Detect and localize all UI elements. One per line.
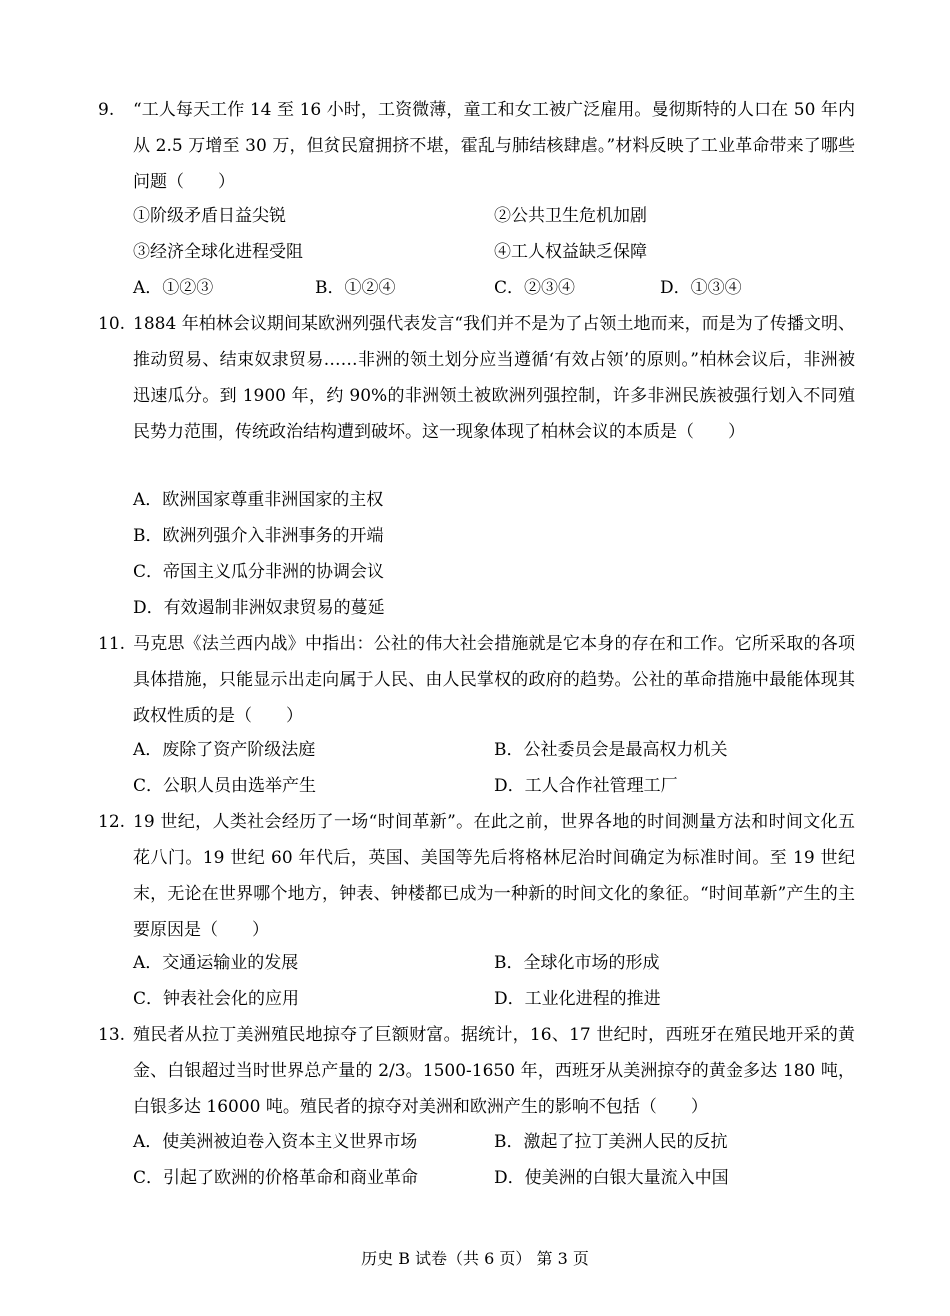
option-a: A．①②③ bbox=[133, 278, 214, 298]
statement-2: ②公共卫生危机加剧 bbox=[494, 206, 647, 226]
option-b: B．公社委员会是最高权力机关 bbox=[494, 740, 728, 760]
option-a: A．交通运输业的发展 bbox=[133, 953, 299, 973]
question-stem: “工人每天工作 14 至 16 小时，工资微薄，童工和女工被广泛雇用。曼彻斯特的人口在 50 年内从 2.5 万增至 30 万，但贫民窟拥挤不堪，霍乱与肺结核肆虐。”材料反映了工业革命带来了哪些问题（ ） bbox=[133, 100, 855, 192]
option-b: B．全球化市场的形成 bbox=[494, 953, 660, 973]
question-number: 11. bbox=[98, 634, 126, 654]
option-d: D．工业化进程的推进 bbox=[494, 989, 661, 1009]
option-c: C．②③④ bbox=[494, 278, 576, 298]
option-b: B．①②④ bbox=[315, 278, 396, 298]
option-b: B．欧洲列强介入非洲事务的开端 bbox=[133, 526, 384, 546]
option-a: A．欧洲国家尊重非洲国家的主权 bbox=[133, 490, 384, 510]
option-c: C．帝国主义瓜分非洲的协调会议 bbox=[133, 562, 385, 582]
option-a: A．使美洲被迫卷入资本主义世界市场 bbox=[133, 1132, 418, 1152]
statement-4: ④工人权益缺乏保障 bbox=[494, 242, 647, 262]
option-c: C．钟表社会化的应用 bbox=[133, 989, 300, 1009]
question-stem: 殖民者从拉丁美洲殖民地掠夺了巨额财富。据统计，16、17 世纪时，西班牙在殖民地开采的黄金、白银超过当时世界总产量的 2/3。1500-1650 年，西班牙从美洲掠夺的黄金多达 180 吨，白银多达 16000 吨。殖民者的掠夺对美洲和欧洲产生的影响不包括（ ） bbox=[133, 1025, 855, 1117]
question-stem: 19 世纪，人类社会经历了一场“时间革新”。在此之前，世界各地的时间测量方法和时间文化五花八门。19 世纪 60 年代后，英国、美国等先后将格林尼治时间确定为标准时间。至 19 世纪末，无论在世界哪个地方，钟表、钟楼都已成为一种新的时间文化的象征。“时间革新”产生的主要原因是（ ） bbox=[133, 812, 855, 940]
question-stem: 马克思《法兰西内战》中指出：公社的伟大社会措施就是它本身的存在和工作。它所采取的各项具体措施，只能显示出走向属于人民、由人民掌权的政府的趋势。公社的革命措施中最能体现其政权性质的是（ ） bbox=[133, 634, 855, 726]
statement-1: ①阶级矛盾日益尖锐 bbox=[133, 206, 286, 226]
question-number: 10. bbox=[98, 314, 126, 334]
question-number: 13. bbox=[98, 1025, 126, 1045]
page-footer: 历史 B 试卷（共 6 页） 第 3 页 bbox=[361, 1249, 589, 1268]
option-c: C．引起了欧洲的价格革命和商业革命 bbox=[133, 1168, 419, 1188]
option-d: D．使美洲的白银大量流入中国 bbox=[494, 1168, 729, 1188]
option-a: A．废除了资产阶级法庭 bbox=[133, 740, 316, 760]
option-d: D．工人合作社管理工厂 bbox=[494, 776, 678, 796]
question-number: 12. bbox=[98, 812, 126, 832]
statement-3: ③经济全球化进程受阻 bbox=[133, 242, 303, 262]
question-number: 9. bbox=[98, 100, 115, 120]
option-d: D．有效遏制非洲奴隶贸易的蔓延 bbox=[133, 598, 385, 618]
question-stem: 1884 年柏林会议期间某欧洲列强代表发言“我们并不是为了占领土地而来，而是为了传播文明、推动贸易、结束奴隶贸易……非洲的领土划分应当遵循‘有效占领’的原则。”柏林会议后，非洲被迅速瓜分。到 1900 年，约 90%的非洲领土被欧洲列强控制，许多非洲民族被强行划入不同殖民势力范围，传统政治结构遭到破坏。这一现象体现了柏林会议的本质是（ ） bbox=[133, 314, 855, 442]
option-c: C．公职人员由选举产生 bbox=[133, 776, 317, 796]
option-d: D．①③④ bbox=[660, 278, 742, 298]
option-b: B．激起了拉丁美洲人民的反抗 bbox=[494, 1132, 728, 1152]
